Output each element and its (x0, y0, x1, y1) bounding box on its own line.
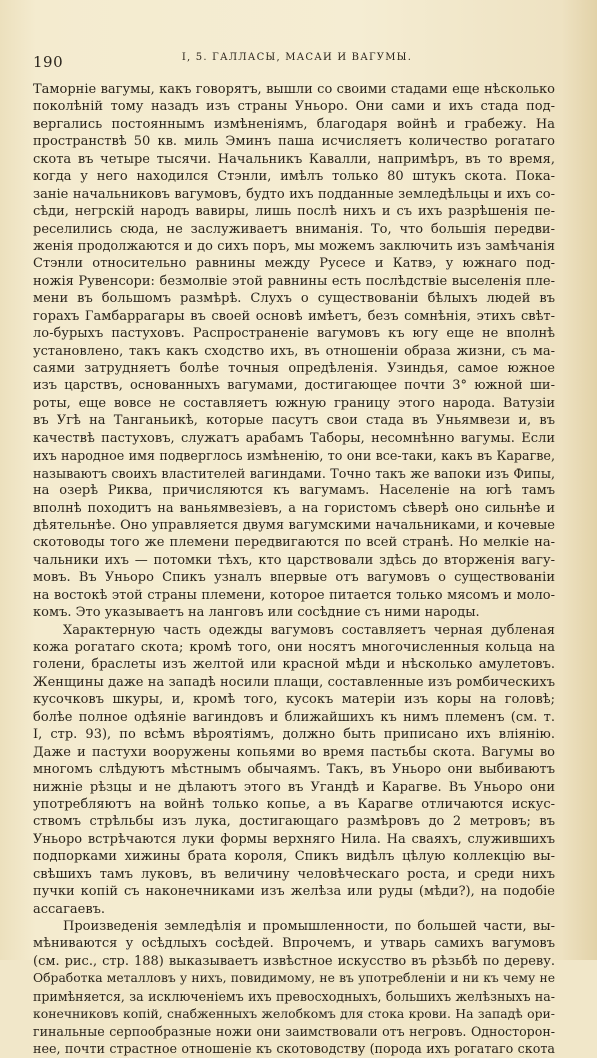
text-line: мени въ большомъ размѣрѣ. Слухъ о существованiи бѣлыхъ людей въ (33, 291, 555, 307)
running-head: I, 5. ГАЛЛАСЫ, МАСАИ И ВАГУМЫ. (181, 52, 413, 63)
text-line: роты, еще вовсе не составляетъ южную границу этого народа. Ватузiи (33, 395, 555, 411)
text-line: качествѣ пастуховъ, служатъ арабамъ Таборы, несомнѣнно вагумы. Если (33, 430, 555, 446)
text-line: кожа рогатаго скота; кромѣ того, они носятъ многочисленныя кольца на (33, 640, 555, 655)
text-line: когда у него находился Стэнли, имѣлъ только 80 штукъ скота. Пока- (33, 169, 555, 185)
text-line: Даже и пастухи вооружены копьями во время пастьбы скота. Вагумы во (33, 744, 555, 760)
text-line: болѣе полное одѣянiе вагиндовъ и ближайшихъ къ нимъ племенъ (см. т. (33, 709, 555, 725)
text-line: ножiя Рувенсори: безмолвiе этой равнины есть послѣдствiе выселенiя пле- (33, 273, 555, 289)
text-line: Таморнiе вагумы, какъ говорятъ, вышли со своими стадами еще нѣсколько (33, 82, 555, 97)
text-line: пучки копiй съ наконечниками изъ желѣза или руды (мѣди?), на подобiе (33, 884, 555, 900)
text-line: горахъ Гамбаррагары въ своей основѣ имѣетъ, безъ сомнѣнiя, этихъ свѣт- (33, 308, 555, 324)
text-line: употребляютъ на войнѣ только копье, а въ Карагве отличаются искус- (33, 796, 555, 812)
text-line: называютъ своихъ властителей вагиндами. Точно такъ же вапоки изъ Фипы, (33, 465, 555, 481)
text-line: скота въ четыре тысячи. Начальникъ Кавалли, напримѣръ, въ то время, (33, 151, 555, 167)
text-line: I, стр. 93), по всѣмъ вѣроятiямъ, должно быть приписано ихъ влiянiю. (33, 727, 555, 743)
text-line: чальники ихъ — потомки тѣхъ, кто царствовали здѣсь до вторженiя вагу- (33, 552, 555, 568)
text-line: поколѣнiй тому назадъ изъ страны Уньоро. Они сами и ихъ стада под- (33, 99, 555, 115)
text-line: подпорками хижины брата короля, Спикъ видѣлъ цѣлую коллекцiю вы- (33, 849, 555, 865)
text-line: нижнiе рѣзцы и не дѣлаютъ этого въ Угандѣ и Карагве. Въ Уньоро они (33, 779, 555, 795)
page-header (33, 47, 561, 71)
paragraph-last-line: комъ. Это указываетъ на ланговъ или сосѣдние съ ними народы. (33, 605, 480, 621)
text-line: примѣняется, за исключенiемъ ихъ превосходныхъ, большихъ желѣзныхъ на- (33, 988, 555, 1004)
text-line: нее, почти страстное отношенiе къ скотоводству (порода ихъ рогатаго скота (33, 1041, 555, 1057)
text-line: конечниковъ копiй, снабженныхъ желобкомъ для стока крови. На западѣ ори- (33, 1006, 555, 1022)
page-number: 190 (33, 53, 64, 71)
text-line: скотоводы того же племени передвигаются по всей странѣ. Но мелкiе на- (33, 535, 555, 551)
paragraph-first-line: Произведенiя земледѣлiя и промышленности, по большей части, вы- (63, 919, 555, 934)
text-line: гинальные серпообразные ножи они заимствовали отъ негровъ. Односторон- (33, 1023, 555, 1039)
text-line: на озерѣ Риква, причисляются къ вагумамъ. Населенiе на югѣ тамъ (33, 483, 555, 499)
text-line: кусочковъ шкуры, и, кромѣ того, кусокъ матерiи изъ коры на головѣ; (33, 692, 555, 708)
text-line: сѣди, негрскiй народъ вавиры, лишь послѣ нихъ и съ ихъ разрѣшенiя пе- (33, 204, 555, 220)
text-line: многомъ слѣдуютъ мѣстнымъ обычаямъ. Такъ, въ Уньоро они выбиваютъ (33, 762, 555, 778)
text-line: женiя продолжаются и до сихъ поръ, мы можемъ заключить изъ замѣчанiя (33, 238, 555, 254)
text-line: голени, браслеты изъ желтой или красной мѣди и нѣсколько амулетовъ. (33, 657, 555, 673)
text-line: изъ царствъ, основанныхъ вагумами, достигающее почти 3° южной ши- (33, 378, 555, 394)
text-line: вергались постояннымъ измѣненiямъ, благодаря войнѣ и грабежу. На (33, 116, 555, 132)
text-line: Стэнли относительно равнины между Русесе и Катвэ, у южнаго под- (33, 256, 555, 272)
text-line: Обработка металловъ у нихъ, повидимому, не въ употребленiи и ни къ чему не (33, 971, 555, 986)
text-line: вполнѣ походитъ на ваньямвезiевъ, а на гористомъ сѣверѣ оно сильнѣе и (33, 500, 555, 516)
text-line: ствомъ стрѣльбы изъ лука, достигающаго размѣровъ до 2 метровъ; въ (33, 814, 555, 830)
text-line: занiе начальниковъ вагумовъ, будто ихъ подданные земледѣльцы и ихъ со- (33, 186, 555, 202)
text-line: Уньоро встрѣчаются луки формы верхняго Нила. На сваяхъ, служившихъ (33, 831, 555, 847)
text-line: ло-бурыхъ пастуховъ. Распространенiе вагумовъ къ югу еще не вполнѣ (33, 326, 555, 342)
text-line: на востокѣ этой страны племени, которое питается только мясомъ и моло- (33, 587, 555, 603)
text-line: Женщины даже на западѣ носили плащи, составленные изъ ромбическихъ (33, 674, 555, 690)
text-line: мовъ. Въ Уньоро Спикъ узналъ впервые отъ вагумовъ о существованiи (33, 570, 555, 586)
text-line: саями затрудняетъ болѣе точныя опредѣленiя. Узиндья, самое южное (33, 361, 555, 376)
paragraph-last-line: ассагаевъ. (33, 901, 106, 917)
text-line: пространствѣ 50 кв. миль Эминъ паша исчисляетъ количество рогатаго (33, 134, 555, 150)
text-line: въ Угѣ на Танганьикѣ, которые пасутъ свои стада въ Уньямвези и, въ (33, 413, 555, 429)
text-line: свѣшихъ тамъ луковъ, въ величину человѣческаго роста, и среди нихъ (33, 866, 555, 882)
body-text (33, 81, 555, 1058)
text-line: ихъ народное имя подверглось измѣненiю, то они все-таки, какъ въ Карагве, (33, 448, 555, 464)
text-line: (см. рис., стр. 188) выказываетъ извѣстное искусство въ рѣзьбѣ по дереву. (33, 953, 555, 969)
text-line: реселились сюда, не заслуживаетъ вниманiя. То, что большiя передви- (33, 221, 555, 237)
text-line: мѣниваются у осѣдлыхъ сосѣдей. Впрочемъ, и утварь самихъ вагумовъ (33, 936, 555, 952)
paragraph-first-line: Характерную часть одежды вагумовъ составляетъ черная дубленая (63, 622, 555, 638)
text-line: установлено, такъ какъ сходство ихъ, въ отношенiи образа жизни, съ ма- (33, 343, 555, 359)
text-line: дѣятельнѣе. Оно управляется двумя вагумскими начальниками, и кочевые (33, 517, 555, 533)
